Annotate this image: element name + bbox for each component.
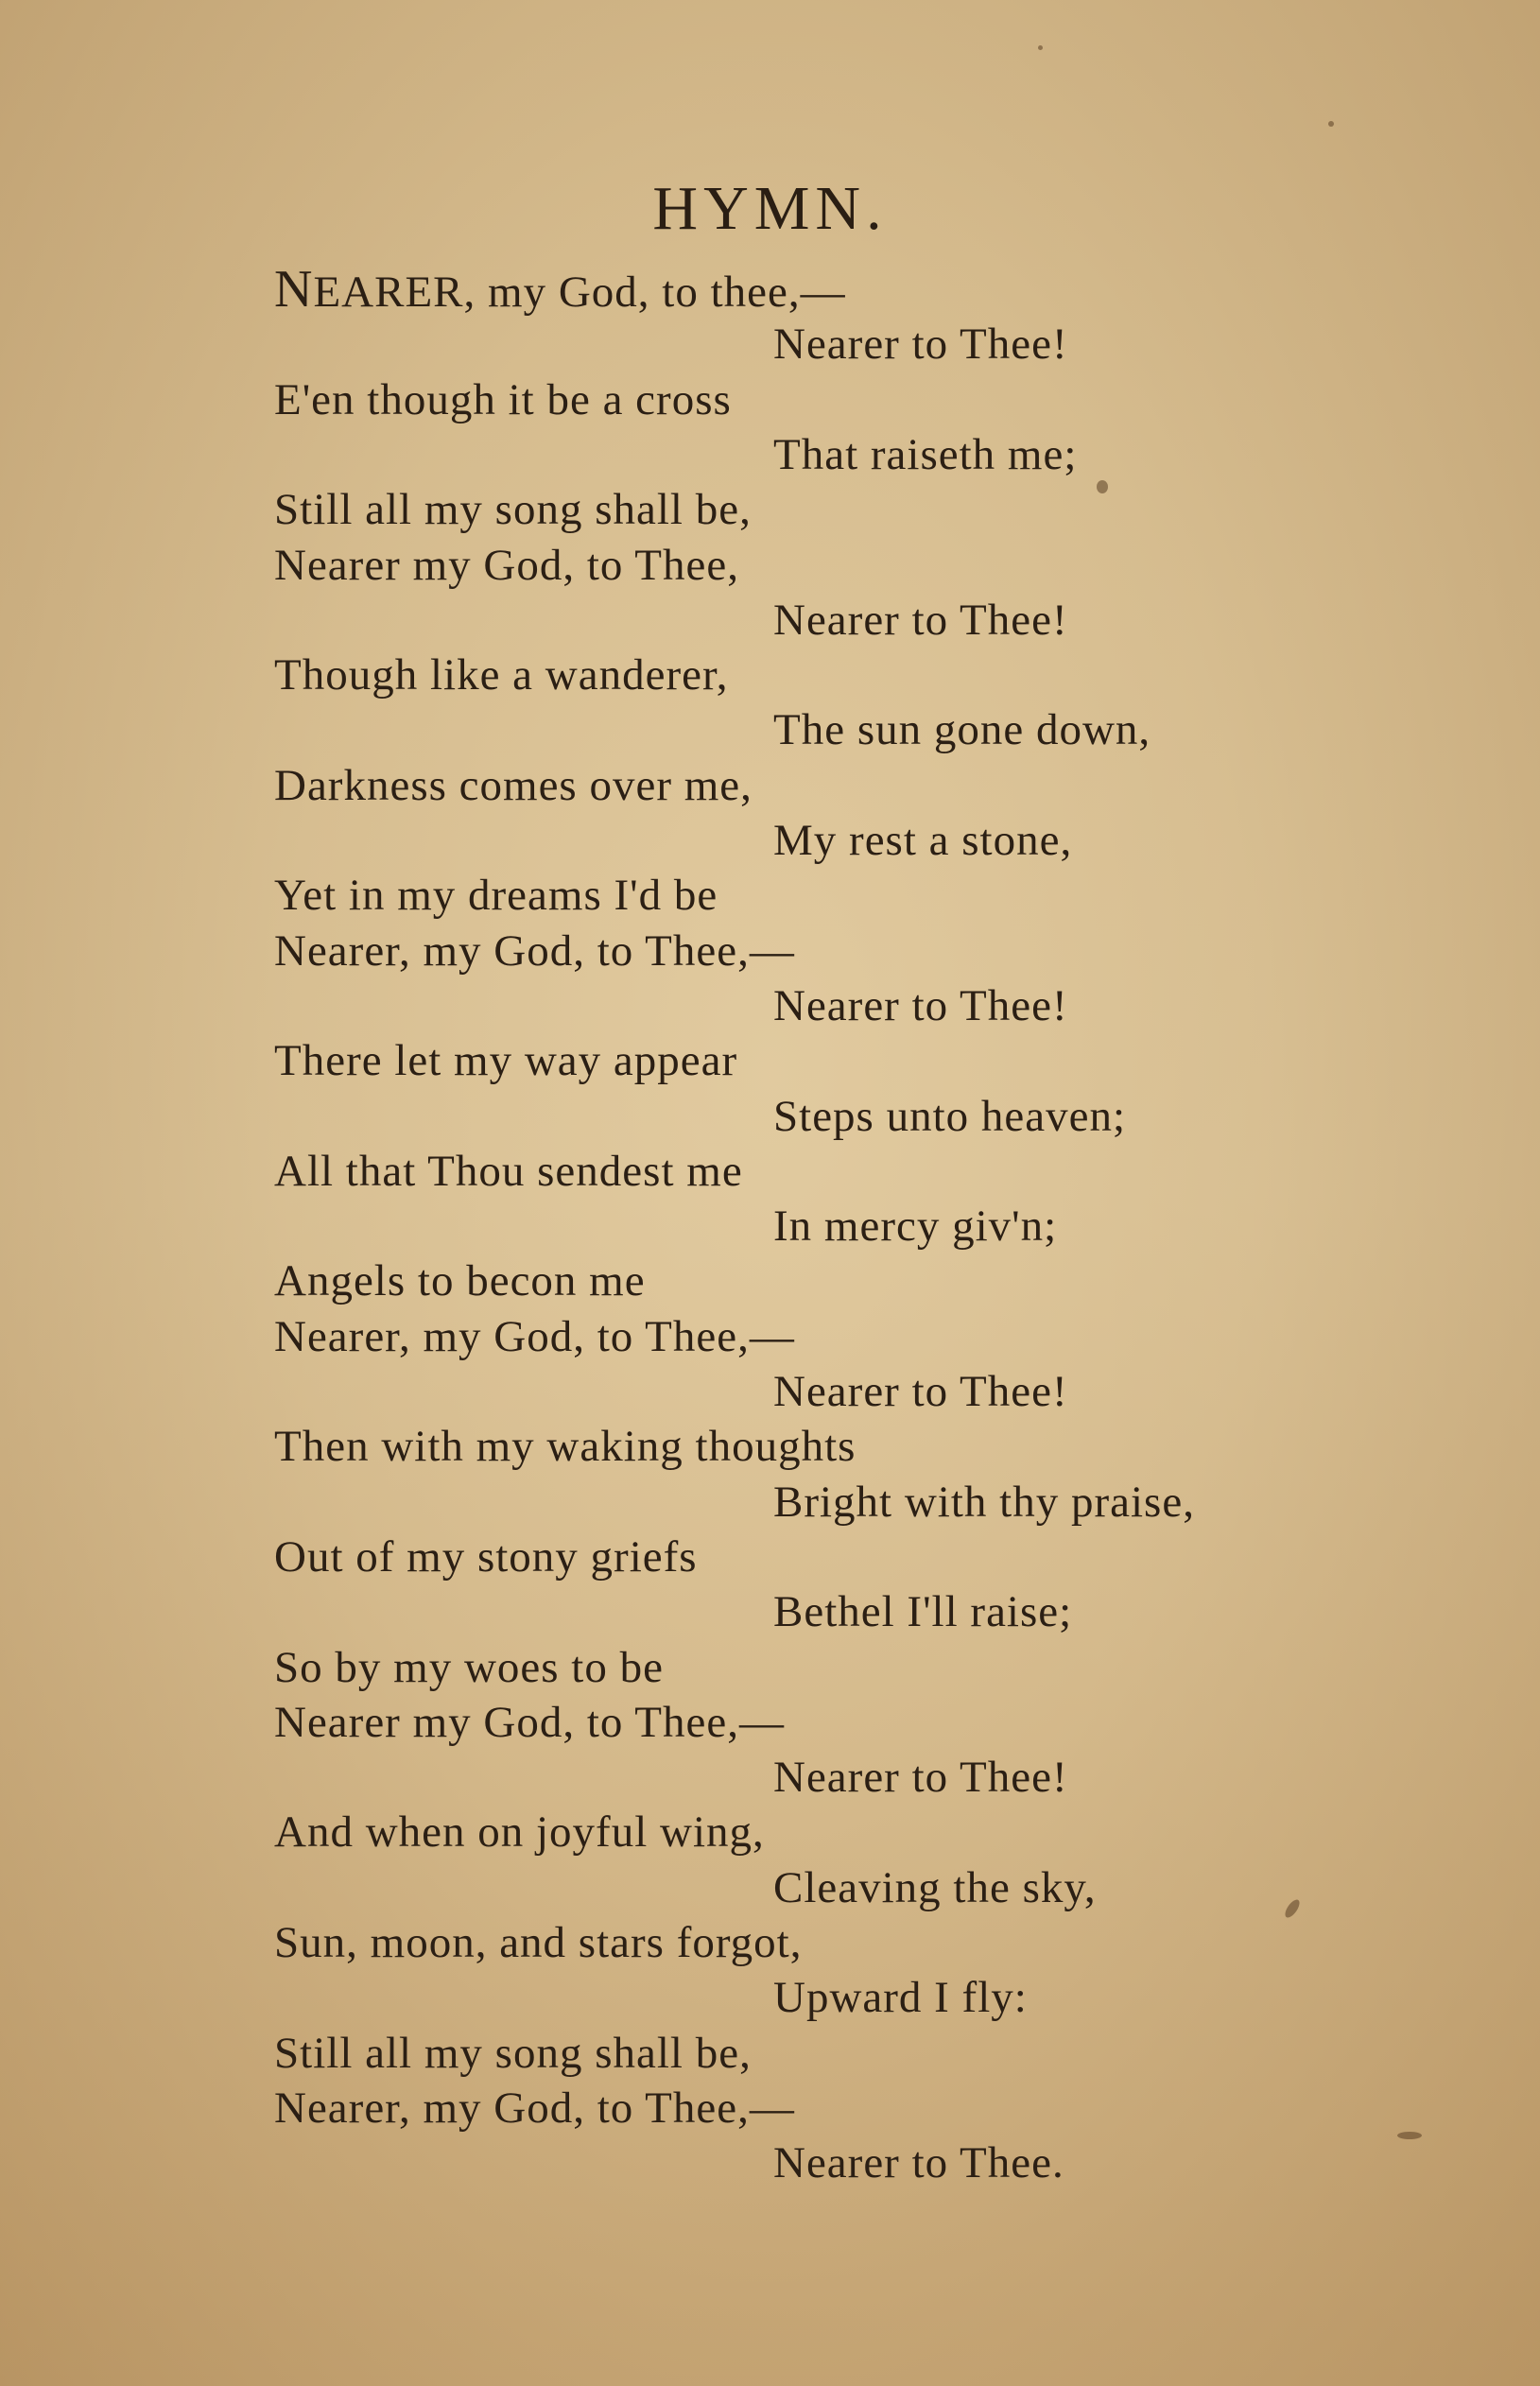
hymn-line: Sun, moon, and stars forgot, [274,1918,803,1967]
hymn-line-indented: My rest a stone, [773,816,1073,865]
hymn-line: Yet in my dreams I'd be [274,871,718,921]
hymn-line: Nearer my God, to Thee,— [274,1697,785,1747]
hymn-line: Nearer, my God, to Thee,— [274,2083,795,2133]
hymn-line-indented: Nearer to Thee. [773,2138,1064,2188]
hymn-line-indented: Nearer to Thee! [773,595,1068,645]
hymn-line: Though like a wanderer, [274,650,729,700]
hymn-line-indented: Nearer to Thee! [773,1753,1068,1803]
hymn-line: Still all my song shall be, [274,485,752,535]
hymn-title: HYMN. [652,174,888,243]
paper-speck [1397,2132,1422,2139]
hymn-line-indented: Cleaving the sky, [773,1862,1097,1912]
paper-speck [1328,121,1334,127]
paper-speck [1097,480,1108,493]
hymn-line-indented: Bright with thy praise, [773,1477,1195,1527]
hymn-line: There let my way appear [274,1036,738,1086]
hymn-line: Nearer, my God, to Thee,— [274,925,795,976]
hymn-line-indented: In mercy giv'n; [773,1202,1058,1252]
hymn-line-indented: Steps unto heaven; [773,1091,1127,1141]
hymn-line-indented: Bethel I'll raise; [773,1587,1073,1637]
hymn-line-indented: Nearer to Thee! [773,980,1068,1030]
paper-speck [1283,1897,1303,1920]
paper-speck [1038,45,1043,50]
hymn-line: E'en though it be a cross [274,374,732,424]
hymn-line: NEARER, my God, to thee,— [274,260,846,319]
hymn-line-indented: That raiseth me; [773,429,1078,479]
hymn-line: Then with my waking thoughts [274,1422,857,1472]
hymn-line-indented: The sun gone down, [773,705,1151,755]
hymn-line: Out of my stony griefs [274,1531,698,1582]
hymn-line: So by my woes to be [274,1642,664,1692]
hymn-line: And when on joyful wing, [274,1807,765,1858]
hymn-line-indented: Nearer to Thee! [773,320,1068,370]
hymn-line: All that Thou sendest me [274,1146,743,1196]
hymn-line: Nearer, my God, to Thee,— [274,1311,795,1361]
hymn-line-indented: Upward I fly: [773,1973,1028,2023]
hymn-line: Darkness comes over me, [274,760,753,810]
hymn-line: Nearer my God, to Thee, [274,540,739,590]
hymn-line: Still all my song shall be, [274,2028,752,2078]
hymn-line-indented: Nearer to Thee! [773,1367,1068,1416]
hymn-line: Angels to becon me [274,1256,646,1306]
